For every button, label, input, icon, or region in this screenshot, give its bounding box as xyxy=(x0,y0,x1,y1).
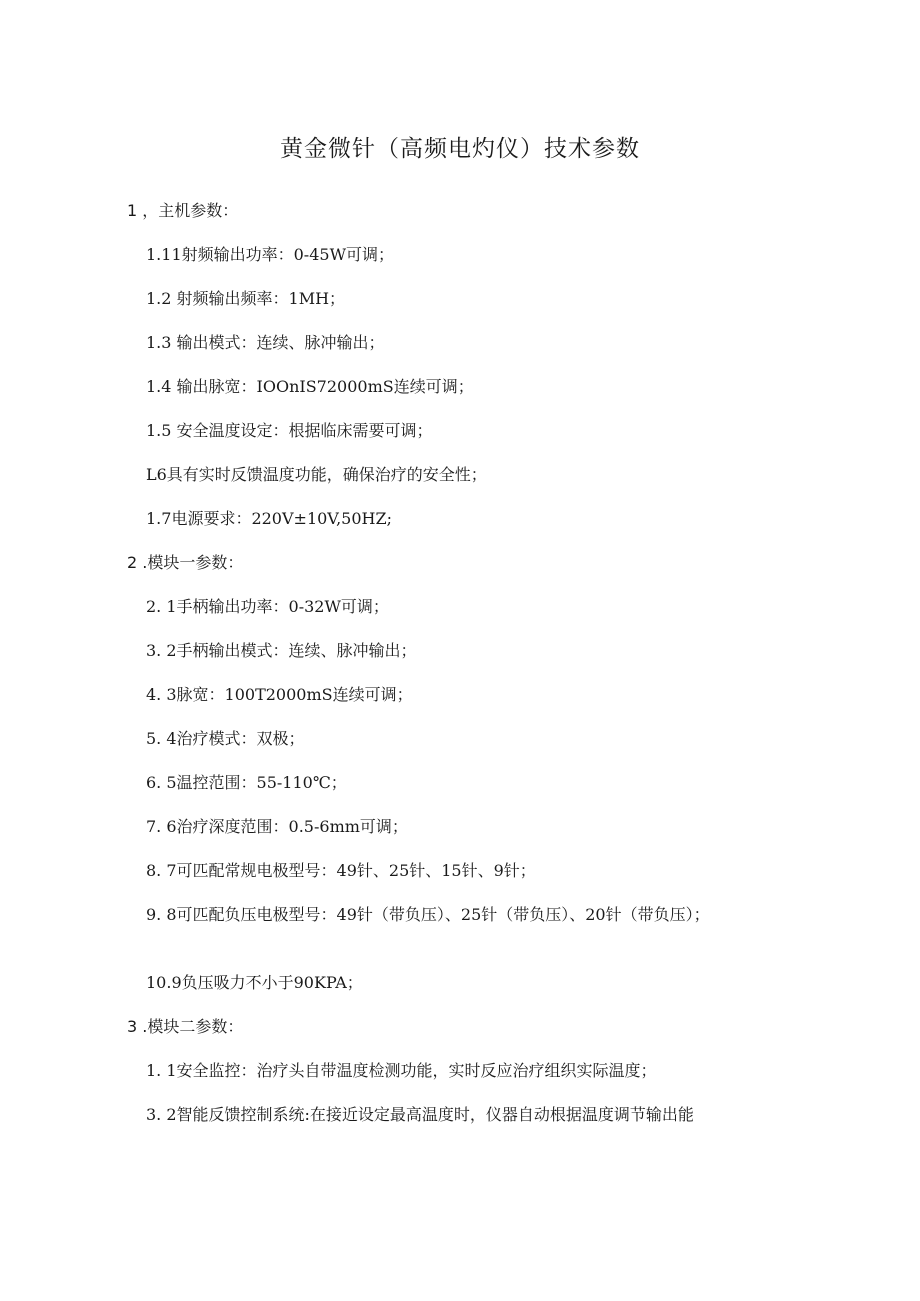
list-item: 6. 5温控范围：55-110℃； xyxy=(146,773,347,792)
list-item: 5. 4治疗模式：双极； xyxy=(146,729,305,748)
list-item: 8. 7可匹配常规电极型号：49针、25针、15针、9针； xyxy=(146,861,536,880)
section-heading-module-one: 2 .模块一参数： xyxy=(127,553,244,572)
list-item: 10.9负压吸力不小于90KPA； xyxy=(146,973,363,992)
list-item: L6具有实时反馈温度功能，确保治疗的安全性； xyxy=(146,465,487,484)
list-item: 1. 1安全监控：治疗头自带温度检测功能，实时反应治疗组织实际温度； xyxy=(146,1061,657,1080)
section-heading-main-unit: 1 ，主机参数： xyxy=(127,201,239,220)
list-item: 7. 6治疗深度范围：0.5-6mm可调； xyxy=(146,817,408,836)
list-item: 1.4 输出脉宽：IOOnIS72000mS连续可调； xyxy=(146,377,474,396)
list-item: 3. 2智能反馈控制系统:在接近设定最高温度时，仪器自动根据温度调节输出能 xyxy=(146,1105,694,1124)
list-item: 1.2 射频输出频率：1MH； xyxy=(146,289,346,308)
list-item: 1.5 安全温度设定：根据临床需要可调； xyxy=(146,421,433,440)
list-item: 2. 1手柄输出功率：0-32W可调； xyxy=(146,597,389,616)
list-item: 1.11射频输出功率：0-45W可调； xyxy=(146,245,395,264)
list-item: 4. 3脉宽：100T2000mS连续可调； xyxy=(146,685,413,704)
section-heading-module-two: 3 .模块二参数： xyxy=(127,1017,244,1036)
list-item: 1.7电源要求：220V±10V,50HZ; xyxy=(146,509,392,528)
document-title: 黄金微针（高频电灼仪）技术参数 xyxy=(280,136,640,162)
list-item: 9. 8可匹配负压电极型号：49针（带负压）、25针（带负压）、20针（带负压）； xyxy=(146,905,710,924)
list-item: 3. 2手柄输出模式：连续、脉冲输出； xyxy=(146,641,417,660)
list-item: 1.3 输出模式：连续、脉冲输出； xyxy=(146,333,385,352)
